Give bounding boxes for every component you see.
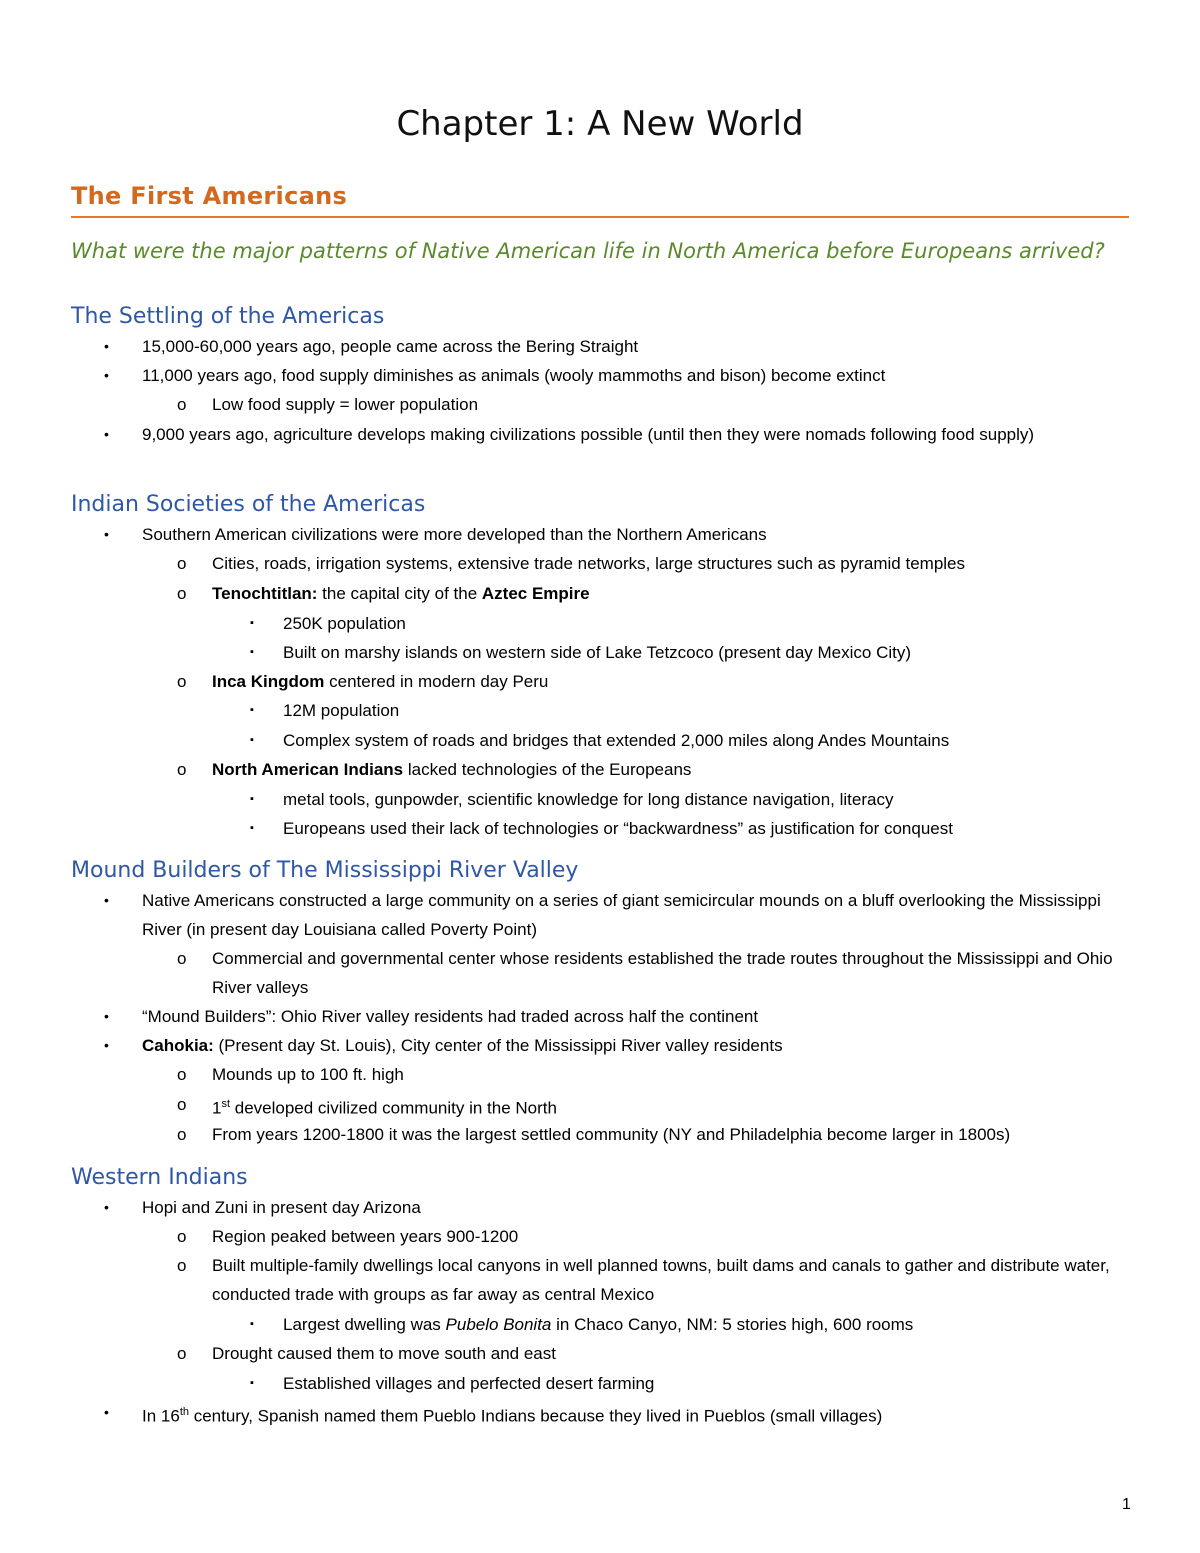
- sub-bullet-marker: o: [177, 1227, 187, 1246]
- list-item: From years 1200-1800 it was the largest settled community (NY and Philadelphia become larger in 1800s): [212, 1125, 1011, 1144]
- bullet-marker: •: [104, 892, 109, 908]
- ordinal-superscript: st: [221, 1098, 231, 1110]
- square-bullet-marker: ▪: [250, 617, 254, 629]
- square-bullet-marker: ▪: [250, 734, 254, 746]
- list-item: Built multiple-family dwellings local canyons in well planned towns, built dams and canals to gather and distribute water, conducted trade with groups as far away as central Mexico: [212, 1256, 1110, 1304]
- list-item: 15,000-60,000 years ago, people came across the Bering Straight: [142, 337, 639, 356]
- square-bullet-marker: ▪: [250, 1377, 254, 1389]
- sub-bullet-marker: o: [177, 949, 187, 968]
- term-bold: North American Indians: [212, 760, 404, 779]
- bullet-marker: •: [104, 1037, 109, 1053]
- item-text: 1: [212, 1098, 222, 1118]
- term-bold: Cahokia:: [142, 1036, 214, 1055]
- list-item: 250K population: [283, 614, 406, 633]
- sub-bullet-marker: o: [177, 584, 187, 603]
- subheading-mound-builders: Mound Builders of The Mississippi River Valley: [71, 858, 579, 883]
- list-item: Mounds up to 100 ft. high: [212, 1065, 404, 1084]
- bullet-marker: •: [104, 367, 109, 383]
- subheading-indian-societies: Indian Societies of the Americas: [71, 492, 426, 517]
- item-text: the capital city of the: [317, 584, 482, 603]
- sub-bullet-marker: o: [177, 1256, 187, 1275]
- list-item: [142, 1398, 1127, 1431]
- item-text: centered in modern day Peru: [324, 672, 549, 691]
- bullet-marker: •: [104, 526, 109, 542]
- item-text: lacked technologies of the Europeans: [403, 760, 692, 779]
- list-item: metal tools, gunpowder, scientific knowledge for long distance navigation, literacy: [283, 790, 894, 809]
- subheading-western-indians: Western Indians: [71, 1165, 248, 1190]
- focus-question: What were the major patterns of Native American life in North America before Europeans arrived?: [71, 239, 1105, 263]
- list-item: Commercial and governmental center whose residents established the trade routes throughout the Mississippi and Ohio River valleys: [212, 949, 1113, 997]
- item-text: century, Spanish named them Pueblo Indians because they lived in Pueblos (small villages): [189, 1406, 883, 1426]
- square-bullet-marker: ▪: [250, 1318, 254, 1330]
- bullet-marker: •: [104, 1008, 109, 1024]
- sub-bullet-marker: o: [177, 760, 187, 779]
- square-bullet-marker: ▪: [250, 646, 254, 658]
- list-item: 11,000 years ago, food supply diminishes as animals (wooly mammoths and bison) become extinct: [142, 366, 886, 385]
- list-item: Region peaked between years 900-1200: [212, 1227, 519, 1246]
- list-item: Complex system of roads and bridges that extended 2,000 miles along Andes Mountains: [283, 731, 950, 750]
- item-text: (Present day St. Louis), City center of the Mississippi River valley residents: [213, 1036, 783, 1055]
- emphasis-text: Pubelo Bonita: [445, 1315, 552, 1334]
- item-text: Largest dwelling was: [283, 1315, 446, 1334]
- sub-bullet-marker: o: [177, 1065, 187, 1084]
- sub-bullet-marker: o: [177, 554, 187, 573]
- list-item: [212, 755, 1127, 784]
- list-item: [212, 1090, 1127, 1123]
- list-item: [283, 1310, 1128, 1339]
- item-text: developed civilized community in the North: [230, 1098, 557, 1118]
- sub-bullet-marker: o: [177, 1095, 187, 1114]
- item-text: In 16: [142, 1406, 180, 1426]
- bullet-marker: •: [104, 1199, 109, 1215]
- bullet-marker: •: [104, 338, 109, 354]
- list-item: Europeans used their lack of technologies or “backwardness” as justification for conquest: [283, 819, 953, 838]
- sub-bullet-marker: o: [177, 395, 187, 414]
- list-item: Native Americans constructed a large community on a series of giant semicircular mounds on a bluff overlooking the Mississippi River (in present day Louisiana called Poverty Point): [142, 891, 1101, 939]
- list-item: [212, 667, 1127, 696]
- list-item: Built on marshy islands on western side of Lake Tetzcoco (present day Mexico City): [283, 643, 912, 662]
- bullet-marker: •: [104, 426, 109, 442]
- sub-bullet-marker: o: [177, 1125, 187, 1144]
- subheading-settling: The Settling of the Americas: [71, 304, 385, 329]
- list-item: 12M population: [283, 701, 400, 720]
- page-title: Chapter 1: A New World: [396, 104, 804, 144]
- item-text: in Chaco Canyo, NM: 5 stories high, 600 rooms: [551, 1315, 914, 1334]
- list-item: [142, 1031, 1127, 1060]
- list-item: “Mound Builders”: Ohio River valley residents had traded across half the continent: [142, 1007, 759, 1026]
- list-item: Hopi and Zuni in present day Arizona: [142, 1198, 421, 1217]
- list-item: 9,000 years ago, agriculture develops making civilizations possible (until then they were nomads following food supply): [142, 425, 1035, 444]
- term-bold: Aztec Empire: [481, 584, 590, 603]
- list-item: Southern American civilizations were more developed than the Northern Americans: [142, 525, 767, 544]
- page-number: 1: [1122, 1496, 1131, 1513]
- sub-bullet-marker: o: [177, 1344, 187, 1363]
- square-bullet-marker: ▪: [250, 793, 254, 805]
- term-bold: Tenochtitlan:: [212, 584, 318, 603]
- ordinal-superscript: th: [179, 1406, 189, 1418]
- list-item: [212, 579, 1127, 608]
- section-divider: [71, 216, 1129, 218]
- term-bold: Inca Kingdom: [212, 672, 325, 691]
- list-item: Established villages and perfected desert farming: [283, 1374, 655, 1393]
- list-item: Drought caused them to move south and east: [212, 1344, 556, 1363]
- list-item: Cities, roads, irrigation systems, extensive trade networks, large structures such as pyramid temples: [212, 554, 966, 573]
- section-heading: The First Americans: [71, 182, 348, 210]
- sub-bullet-marker: o: [177, 672, 187, 691]
- square-bullet-marker: ▪: [250, 822, 254, 834]
- list-item: Low food supply = lower population: [212, 395, 479, 414]
- bullet-marker: •: [104, 1404, 109, 1420]
- square-bullet-marker: ▪: [250, 704, 254, 716]
